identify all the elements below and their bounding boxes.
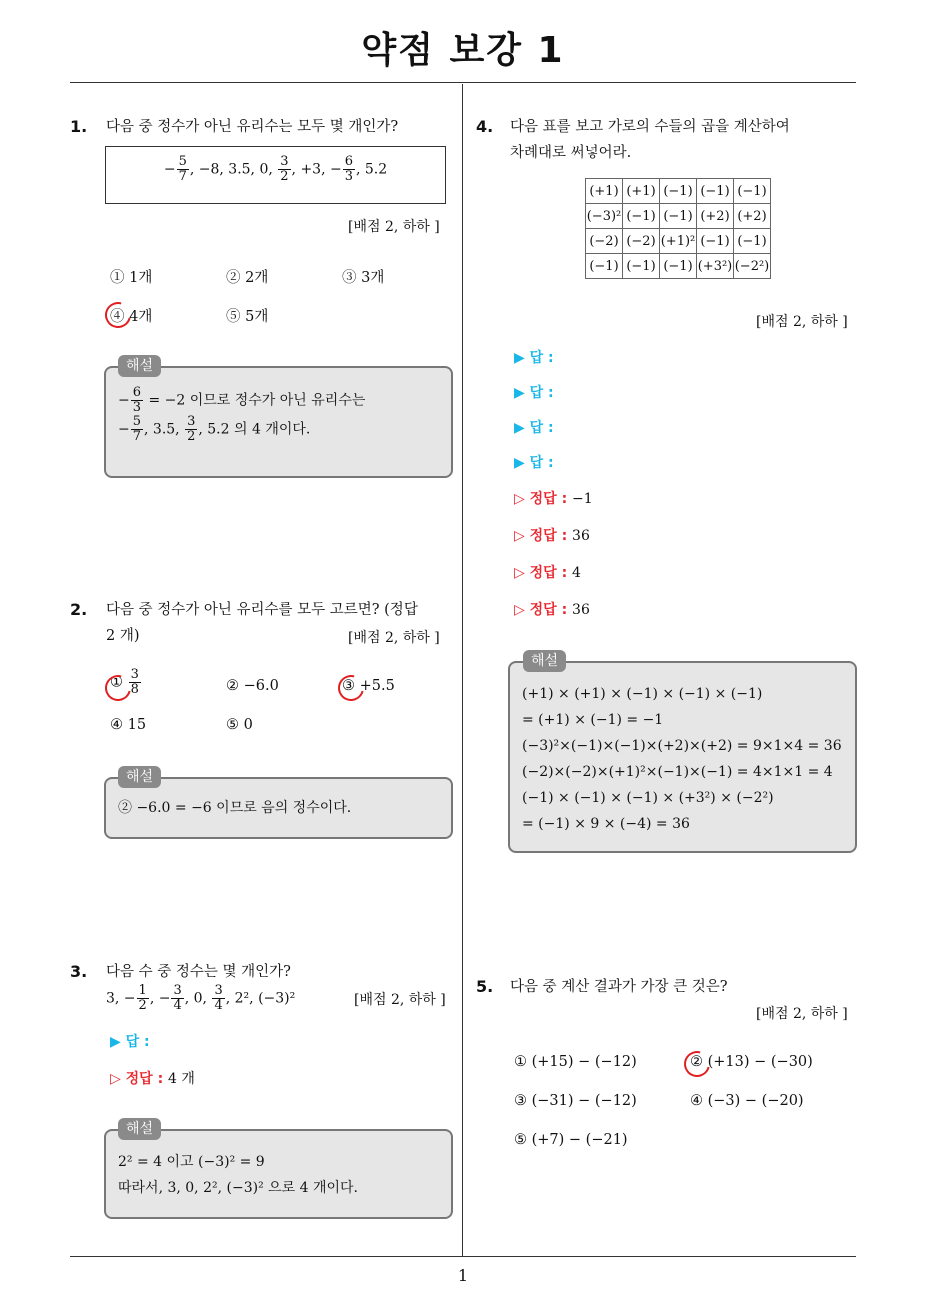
- q4-answer-prompt-4[interactable]: ▶ 답 :: [514, 455, 554, 471]
- table-cell: (+1): [586, 179, 623, 204]
- q4-correct-answer-1: ▷ 정답 : −1: [514, 491, 593, 507]
- q3-solution-tag: 해설: [118, 1118, 161, 1140]
- q4-solution-line: = (−1) × 9 × (−4) = 36: [522, 816, 690, 832]
- q5-text: 다음 중 계산 결과가 가장 큰 것은?: [510, 979, 728, 995]
- q1-number: 1.: [70, 117, 88, 136]
- q1-option-4[interactable]: ④ 4개: [110, 309, 153, 325]
- page-title: 약점 보강 1: [361, 30, 565, 71]
- table-cell: (−1): [734, 179, 771, 204]
- table-cell: (−1): [697, 229, 734, 254]
- table-cell: (+3²): [697, 254, 734, 279]
- q2-text-line-1: 다음 중 정수가 아닌 유리수를 모두 고르면? (정답: [106, 602, 418, 618]
- q4-solution-line: (−2)×(−2)×(+1)²×(−1)×(−1) = 4×1×1 = 4: [522, 764, 833, 780]
- q5-option-5[interactable]: ⑤ (+7) − (−21): [514, 1132, 628, 1148]
- table-cell: (−1): [660, 254, 697, 279]
- q5-option-2[interactable]: ② (+13) − (−30): [690, 1054, 813, 1070]
- table-cell: (+1): [623, 179, 660, 204]
- selected-answer-circle: [333, 670, 369, 706]
- q5-option-3[interactable]: ③ (−31) − (−12): [514, 1093, 637, 1109]
- q2-option-1[interactable]: ① $\frac{3}{8}$: [110, 667, 139, 697]
- fraction: $\frac{3}{2}$: [187, 414, 196, 444]
- q2-option-4[interactable]: ④ 15: [110, 717, 147, 733]
- q4-solution-line: (−1) × (−1) × (−1) × (+3²) × (−2²): [522, 790, 774, 806]
- q2-text-line-2: 2 개): [106, 628, 140, 644]
- table-cell: (−1): [586, 254, 623, 279]
- q5-option-4[interactable]: ④ (−3) − (−20): [690, 1093, 804, 1109]
- column-divider: [462, 84, 463, 1256]
- table-row: [586, 204, 771, 229]
- table-cell: (+1)²: [660, 229, 697, 254]
- q1-number-list: − $\frac{5}{7}$ , −8, 3.5, 0, $\frac{3}{2}$ , +3, − $\frac{6}{3}$ , 5.2: [163, 154, 388, 184]
- table-cell: (−2): [586, 229, 623, 254]
- q4-text-line-1: 다음 표를 보고 가로의 수들의 곱을 계산하여: [510, 119, 790, 135]
- table-cell: (−2²): [734, 254, 771, 279]
- q5-number: 5.: [476, 977, 494, 996]
- table-cell: (−1): [734, 229, 771, 254]
- q3-number-list: 3, − $\frac{1}{2}$ , − $\frac{3}{4}$ , 0, $\frac{3}{4}$ , 2², (−3)²: [106, 983, 296, 1013]
- table-cell: (+2): [734, 204, 771, 229]
- table-cell: (+2): [697, 204, 734, 229]
- q1-option-1[interactable]: ① 1개: [110, 270, 153, 286]
- q3-answer-prompt[interactable]: ▶ 답 :: [110, 1034, 150, 1050]
- footer-divider: [70, 1256, 856, 1257]
- q3-text: 다음 수 중 정수는 몇 개인가?: [106, 964, 291, 980]
- q4-answer-prompt-3[interactable]: ▶ 답 :: [514, 420, 554, 436]
- q4-correct-answer-3: ▷ 정답 : 4: [514, 565, 581, 581]
- q1-solution-tag: 해설: [118, 355, 161, 377]
- q1-text: 다음 중 정수가 아닌 유리수는 모두 몇 개인가?: [106, 119, 399, 135]
- q2-solution-tag: 해설: [118, 766, 161, 788]
- q5-score: [배점 2, 하하 ]: [756, 1006, 848, 1022]
- q3-score: [배점 2, 하하 ]: [354, 992, 446, 1008]
- q1-option-5[interactable]: ⑤ 5개: [226, 309, 269, 325]
- fraction: $\frac{5}{7}$: [178, 154, 187, 184]
- q4-solution-line: = (+1) × (−1) = −1: [522, 712, 664, 728]
- q1-number-box: [105, 146, 446, 204]
- table-cell: (−1): [623, 204, 660, 229]
- table-cell: (−1): [697, 179, 734, 204]
- q4-solution-line: (−3)²×(−1)×(−1)×(+2)×(+2) = 9×1×4 = 36: [522, 738, 842, 754]
- q2-score: [배점 2, 하하 ]: [348, 630, 440, 646]
- table-cell: (−1): [623, 254, 660, 279]
- q2-option-2[interactable]: ② −6.0: [226, 678, 279, 694]
- q4-correct-answer-2: ▷ 정답 : 36: [514, 528, 590, 544]
- q1-score: [배점 2, 하하 ]: [348, 219, 440, 235]
- fraction: $\frac{3}{8}$: [130, 667, 139, 697]
- q2-number: 2.: [70, 600, 88, 619]
- selected-answer-circle: [100, 297, 136, 333]
- q1-solution-line-2: − $\frac{5}{7}$ , 3.5, $\frac{3}{2}$ , 5.2 의 4 개이다.: [118, 414, 311, 444]
- q3-correct-value: 4 개: [168, 1071, 195, 1087]
- fraction: $\frac{3}{2}$: [280, 154, 289, 184]
- q1-solution-box: [104, 366, 453, 478]
- table-row: [586, 179, 771, 204]
- q3-solution-box: [104, 1129, 453, 1219]
- table-cell: (−1): [660, 179, 697, 204]
- q5-option-1[interactable]: ① (+15) − (−12): [514, 1054, 637, 1070]
- fraction: $\frac{5}{7}$: [132, 414, 142, 444]
- q4-table: [585, 178, 771, 279]
- page-number: 1: [457, 1266, 469, 1285]
- q3-solution-line-1: 2² = 4 이고 (−3)² = 9: [118, 1154, 265, 1170]
- q1-option-2[interactable]: ② 2개: [226, 270, 269, 286]
- header-divider: [70, 82, 856, 83]
- table-cell: (−2): [623, 229, 660, 254]
- q4-text-line-2: 차례대로 써넣어라.: [510, 145, 632, 161]
- table-cell: (−3)²: [586, 204, 623, 229]
- q1-option-3[interactable]: ③ 3개: [342, 270, 385, 286]
- table-row: [586, 229, 771, 254]
- q4-answer-prompt-1[interactable]: ▶ 답 :: [514, 350, 554, 366]
- q2-solution-line: ② −6.0 = −6 이므로 음의 정수이다.: [118, 800, 352, 816]
- fraction: $\frac{3}{4}$: [214, 983, 223, 1013]
- fraction: $\frac{6}{3}$: [344, 154, 353, 184]
- q4-number: 4.: [476, 117, 494, 136]
- q3-correct-answer: ▷ 정답 : 4 개: [110, 1071, 195, 1087]
- q2-option-5[interactable]: ⑤ 0: [226, 717, 253, 733]
- q4-solution-line: (+1) × (+1) × (−1) × (−1) × (−1): [522, 686, 763, 702]
- q3-solution-line-2: 따라서, 3, 0, 2², (−3)² 으로 4 개이다.: [118, 1180, 359, 1196]
- q4-answer-prompt-2[interactable]: ▶ 답 :: [514, 385, 554, 401]
- q4-correct-answer-4: ▷ 정답 : 36: [514, 602, 590, 618]
- fraction: $\frac{3}{4}$: [173, 983, 182, 1013]
- fraction: $\frac{6}{3}$: [132, 385, 142, 415]
- q3-number: 3.: [70, 962, 88, 981]
- table-row: [586, 254, 771, 279]
- q2-option-3[interactable]: ③ +5.5: [342, 678, 395, 694]
- fraction: $\frac{1}{2}$: [138, 983, 147, 1013]
- selected-answer-circle: [679, 1046, 715, 1082]
- q4-score: [배점 2, 하하 ]: [756, 314, 848, 330]
- q4-solution-box: [508, 661, 857, 853]
- q1-solution-line-1: − $\frac{6}{3}$ = −2 이므로 정수가 아닌 유리수는: [118, 385, 366, 415]
- q4-solution-tag: 해설: [523, 650, 566, 672]
- table-cell: (−1): [660, 204, 697, 229]
